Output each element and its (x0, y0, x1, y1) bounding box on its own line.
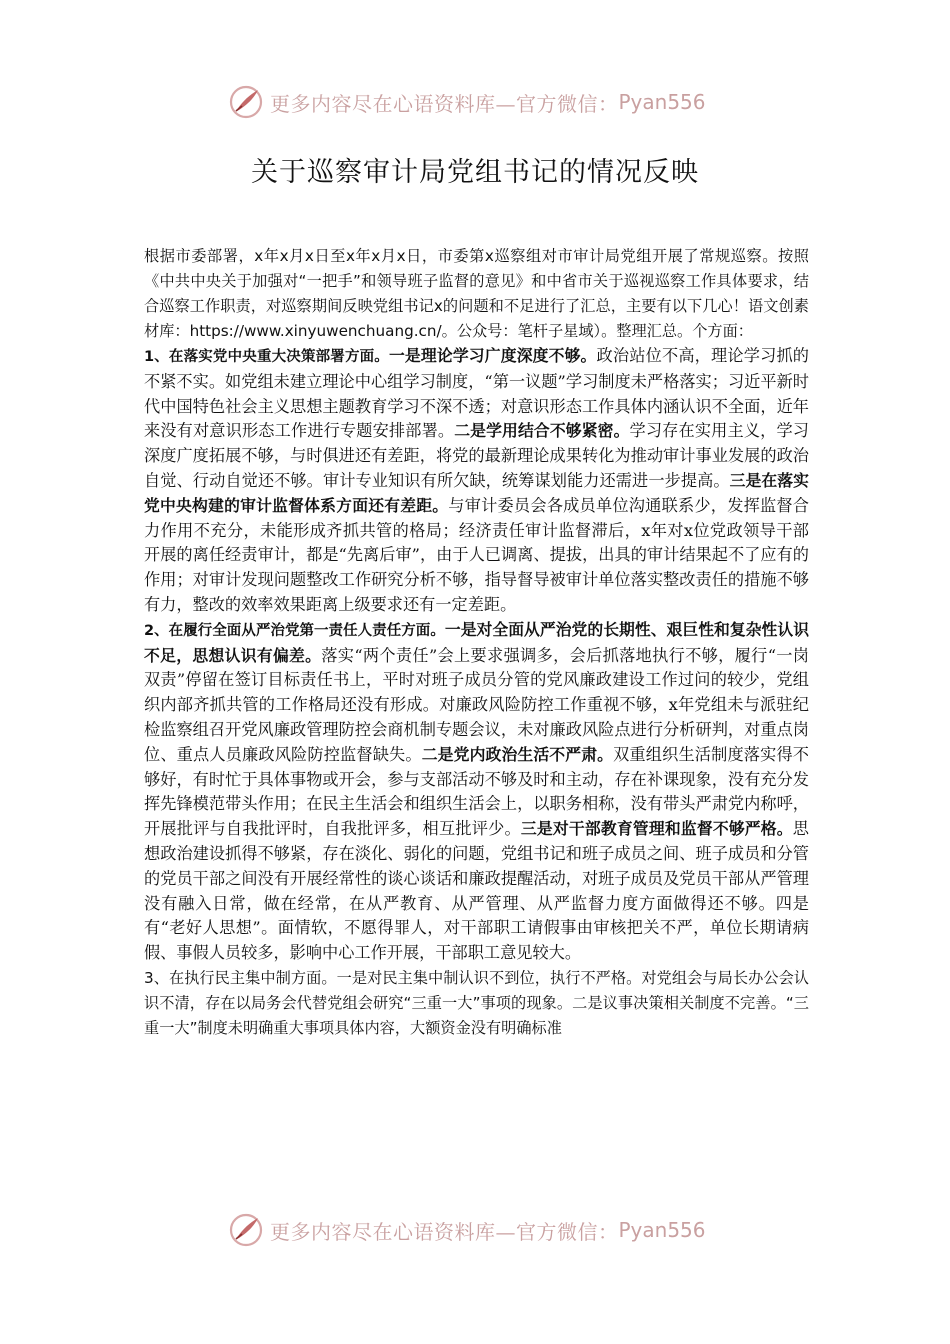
footer-banner (228, 1210, 728, 1250)
section-2-heading: 2、在履行全面从严治党第一责任人责任方面。 (144, 622, 445, 639)
section-1-paragraph (144, 344, 809, 618)
section-2-paragraph (144, 618, 809, 966)
section-2-point-2-heading: 二是党内政治生活不严肃。 (421, 744, 614, 764)
section-2-point-1-heading: 一是对全面从严治党的长期性、艰巨性和复杂性认识不足，思想认识有偏差。 (144, 619, 809, 665)
section-2-point-3-text: 思想政治建设抓得不够紧，存在淡化、弱化的问题，党组书记和班子成员之间、班子成员和分管的党员干部之间没有开展经常性的谈心谈话和廉政提醒活动，对班子成员及党员干部从严管理没有融入日常，做在经常，在从严教育、从严管理、从严监督力度方面做得还不够。四是有“老好人思想”。面情软，不愿得罪人，对干部职工请假事由审核把关不严，单位长期请病假、事假人员较多，影响中心工作开展，干部职工意见较大。 (144, 819, 809, 963)
section-1-point-1-text: 政治站位不高，理论学习抓的不紧不实。如党组未建立理论中心组学习制度，“第一议题”学习制度未严格落实；习近平新时代中国特色社会主义思想主题教育学习不深不透；对意识形态工作具体内涵认识不全面，近年来没有对意识形态工作进行专题安排部署。 (144, 346, 809, 441)
banner-wechat-id: Pyan556 (618, 90, 706, 114)
banner-text: 更多内容尽在心语资料库—官方微信： (270, 1219, 619, 1244)
banner-text: 更多内容尽在心语资料库—官方微信： (270, 91, 619, 116)
section-1-point-3-heading: 三是在落实党中央构建的审计监督体系方面还有差距。 (144, 470, 809, 515)
banner-wechat-id: Pyan556 (618, 1218, 706, 1242)
quill-logo-icon (228, 1212, 264, 1248)
section-3-paragraph: 3、在执行民主集中制方面。一是对民主集中制认识不到位，执行不严格。对党组会与局长办公会认识不清，存在以局务会代替党组会研究“三重一大”事项的现象。二是议事决策相关制度不完善。“三重一大”制度未明确重大事项具体内容，大额资金没有明确标准 (144, 968, 809, 1037)
document-title: 关于巡察审计局党组书记的情况反映 (251, 157, 699, 188)
section-1-point-2-heading: 二是学用结合不够紧密。 (454, 421, 630, 441)
section-1-point-3-text: 与审计委员会各成员单位沟通联系少，发挥监督合力作用不充分，未能形成齐抓共管的格局；经济责任审计监督滞后，x年对x位党政领导干部开展的离任经责审计，都是“先离后审”，由于人已调离、提拔，出具的审计结果起不了应有的作用；对审计发现问题整改工作研究分析不够，指导督导被审计单位落实整改责任的措施不够有力，整改的效率效果距离上级要求还有一定差距。 (144, 495, 809, 614)
document-body (144, 244, 809, 1040)
section-1-point-2-text: 学习存在实用主义，学习深度广度拓展不够，与时俱进还有差距，将党的最新理论成果转化为推动审计事业发展的政治自觉、行动自觉还不够。审计专业知识有所欠缺，统筹谋划能力还需进一步提高。 (144, 421, 809, 490)
section-2-point-2-text: 双重组织生活制度落实得不够好，有时忙于具体事物或开会，参与支部活动不够及时和主动，存在补课现象，没有充分发挥先锋模范带头作用；在民主生活会和组织生活会上，以职务相称，没有带头严肃党内称呼，开展批评与自我批评时，自我批评多，相互批评少。 (144, 744, 809, 839)
section-1-heading: 1、在落实党中央重大决策部署方面。 (144, 349, 389, 365)
intro-paragraph: 根据市委部署，x年x月x日至x年x月x日，市委第x巡察组对市审计局党组开展了常规巡察。按照《中共中央关于加强对“一把手”和领导班子监督的意见》和中省市关于巡视巡察工作具体要求，结合巡察工作职责，对巡察期间反映党组书记x的问题和不足进行了汇总，主要有以下几心！语文创素材库：https://www.xinyuwenchuang.cn/。公众号：笔杆子星域）。整理汇总。个方面： (144, 247, 809, 340)
header-banner (228, 82, 728, 122)
section-2-point-3-heading: 三是对干部教育管理和监督不够严格。 (520, 819, 793, 839)
section-1-point-1-heading: 一是理论学习广度深度不够。 (388, 346, 597, 365)
section-2-point-1-text: 落实“两个责任”会上要求强调多，会后抓落地执行不够，履行“一岗双责”停留在签订目标责任书上，平时对班子成员分管的党风廉政建设工作过问的较少，党组织内部齐抓共管的工作格局还没有形成。对廉政风险防控工作重视不够，x年党组未与派驻纪检监察组召开党风廉政管理防控会商机制专题会议，未对廉政风险点进行分析研判，对重点岗位、重点人员廉政风险防控监督缺失。 (144, 645, 809, 764)
quill-logo-icon (228, 84, 264, 120)
